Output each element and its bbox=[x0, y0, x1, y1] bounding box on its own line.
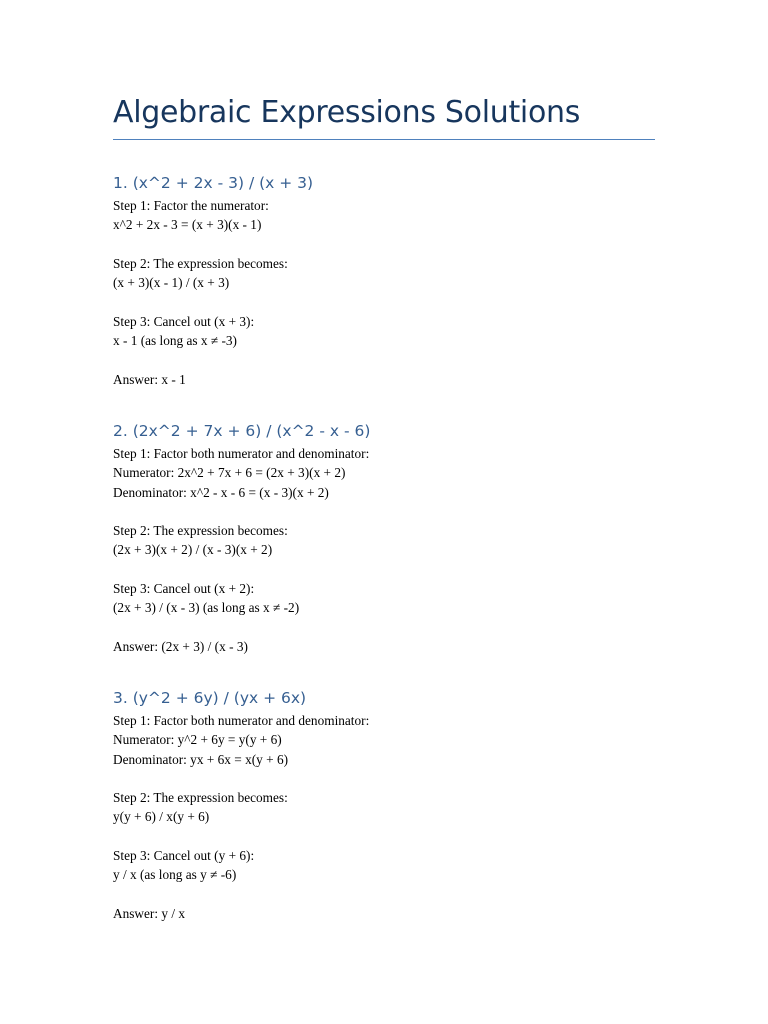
problem-2 bbox=[113, 420, 655, 656]
step-3-label: Step 3: Cancel out (x + 3): bbox=[113, 313, 255, 329]
answer-line: Answer: y / x bbox=[113, 905, 186, 921]
spacer bbox=[113, 350, 655, 369]
problem-heading: 2. (2x^2 + 7x + 6) / (x^2 - x - 6) bbox=[113, 422, 371, 440]
step-2-label: Step 2: The expression becomes: bbox=[113, 523, 288, 539]
answer-line: Answer: (2x + 3) / (x - 3) bbox=[113, 638, 248, 654]
step-1-label: Step 1: Factor both numerator and denominator: bbox=[113, 446, 370, 461]
spacer bbox=[113, 235, 655, 254]
step-3-label: Step 3: Cancel out (y + 6): bbox=[113, 848, 255, 864]
step-3-line: y / x (as long as y ≠ -6) bbox=[113, 867, 237, 883]
step-1-label: Step 1: Factor the numerator: bbox=[113, 198, 269, 213]
title-divider bbox=[113, 139, 655, 140]
problem-heading: 3. (y^2 + 6y) / (yx + 6x) bbox=[113, 689, 307, 707]
document-title: Algebraic Expressions Solutions bbox=[113, 95, 581, 130]
step-2-line: (x + 3)(x - 1) / (x + 3) bbox=[113, 275, 230, 291]
step-1-line: Numerator: y^2 + 6y = y(y + 6) bbox=[113, 732, 282, 748]
step-2-line: y(y + 6) / x(y + 6) bbox=[113, 809, 210, 825]
step-1-label: Step 1: Factor both numerator and denominator: bbox=[113, 713, 370, 728]
step-2-label: Step 2: The expression becomes: bbox=[113, 255, 288, 271]
step-1-line: Denominator: yx + 6x = x(y + 6) bbox=[113, 751, 289, 767]
problem-heading: 1. (x^2 + 2x - 3) / (x + 3) bbox=[113, 174, 314, 192]
problem-1 bbox=[113, 172, 655, 389]
step-3-label: Step 3: Cancel out (x + 2): bbox=[113, 581, 255, 597]
spacer bbox=[113, 885, 655, 904]
answer-line: Answer: x - 1 bbox=[113, 371, 186, 387]
spacer bbox=[113, 502, 655, 521]
spacer bbox=[113, 292, 655, 311]
step-1-line: Numerator: 2x^2 + 7x + 6 = (2x + 3)(x + 2) bbox=[113, 465, 346, 481]
step-3-line: (2x + 3) / (x - 3) (as long as x ≠ -2) bbox=[113, 600, 300, 616]
spacer bbox=[113, 618, 655, 637]
step-1-line: x^2 + 2x - 3 = (x + 3)(x - 1) bbox=[113, 217, 262, 233]
spacer bbox=[113, 827, 655, 846]
problem-3 bbox=[113, 687, 655, 923]
step-1-line: Denominator: x^2 - x - 6 = (x - 3)(x + 2) bbox=[113, 484, 329, 500]
step-2-line: (2x + 3)(x + 2) / (x - 3)(x + 2) bbox=[113, 542, 273, 558]
step-3-line: x - 1 (as long as x ≠ -3) bbox=[113, 333, 237, 349]
step-2-label: Step 2: The expression becomes: bbox=[113, 790, 288, 806]
spacer bbox=[113, 560, 655, 579]
spacer bbox=[113, 769, 655, 788]
